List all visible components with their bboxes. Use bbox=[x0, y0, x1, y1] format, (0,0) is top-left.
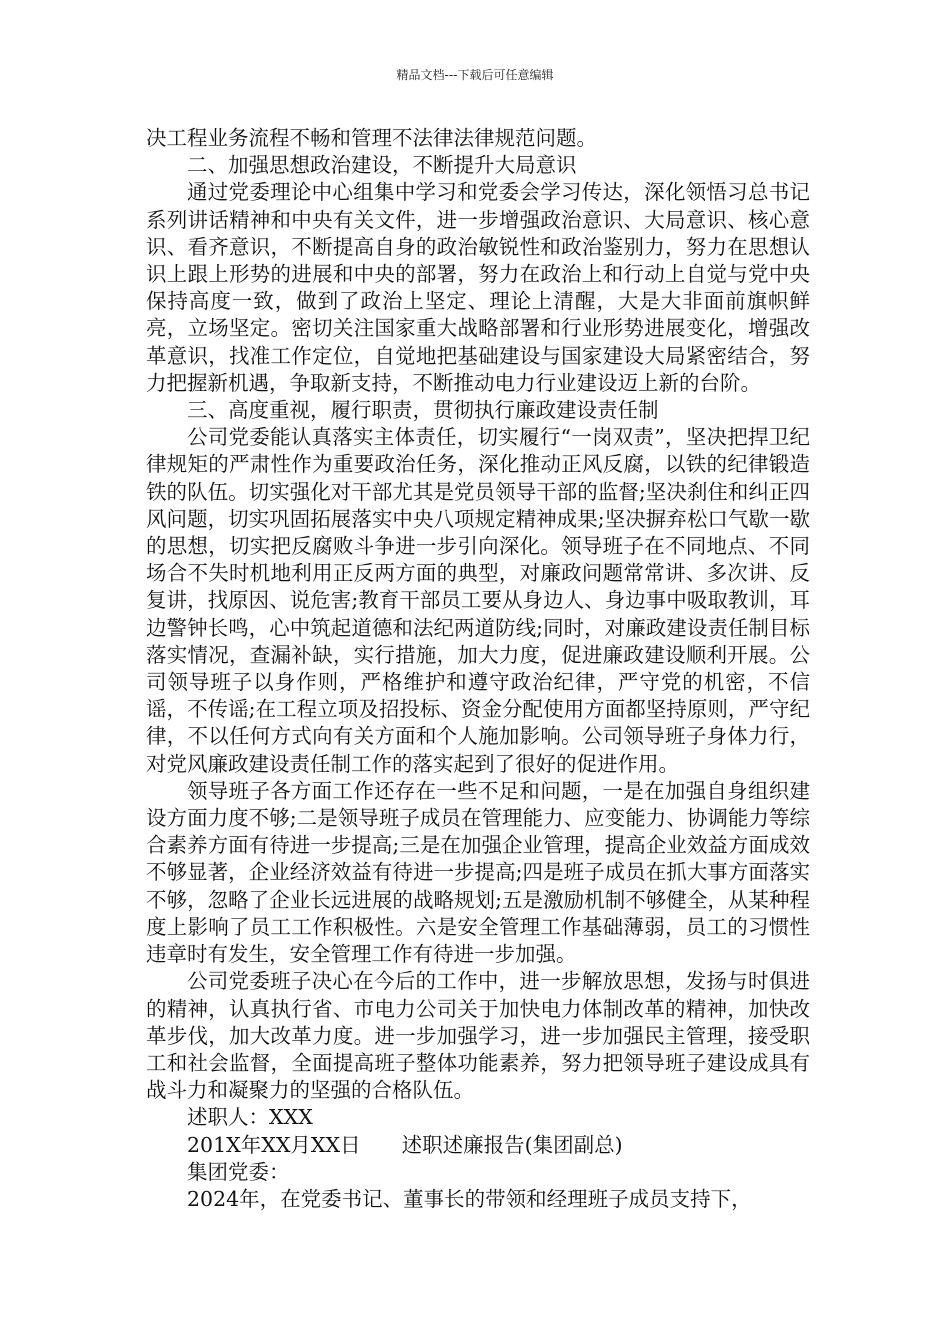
paragraph: 二、加强思想政治建设，不断提升大局意识 bbox=[187, 153, 577, 178]
paragraph: 2024年，在党委书记、董事长的带领和经理班子成员支持下， bbox=[187, 1186, 752, 1211]
paragraph: 通过党委理论中心组集中学习和党委会学习传达，深化领悟习总书记系列讲话精神和中央有关文件，进一步增强政治意识、大局意识、核心意识、看齐意识，不断提高自身的政治敏锐性和政治鉴别力，努力在思想认识上跟上形势的进展和中央的部署，努力在政治上和行动上自觉与党中央保持高度一致，做到了政治上坚定、理论上清醒，大是大非面前旗帜鲜亮，立场坚定。密切关注国家重大战略部署和行业形势进展变化，增强改革意识，找准工作定位，自觉地把基础建设与国家建设大局紧密结合，努力把握新机遇，争取新支持，不断推动电力行业建设迈上新的台阶。 bbox=[146, 180, 810, 395]
paragraph: 决工程业务流程不畅和管理不法律法律规范问题。 bbox=[146, 126, 597, 150]
page-header: 精品文档---下载后可任意编辑 bbox=[396, 68, 554, 82]
paragraph: 集团党委： bbox=[187, 1159, 290, 1184]
paragraph: 公司党委能认真落实主体责任，切实履行“一岗双责”，坚决把捍卫纪律规矩的严肃性作为重要政治任务，深化推动正风反腐，以铁的纪律锻造铁的队伍。切实强化对干部尤其是党员领导干部的监督;坚决刹住和纠正四风问题，切实巩固拓展落实中央八项规定精神成果;坚决摒弃松口气歇一歇的思想，切实把反腐败斗争进一步引向深化。领导班子在不同地点、不同场合不失时机地利用正反两方面的典型，对廉政问题常常讲、多次讲、反复讲，找原因、说危害;教育干部员工要从身边人、身边事中吸取教训，耳边警钟长鸣，心中筑起道德和法纪两道防线;同时，对廉政建设责任制目标落实情况，查漏补缺，实行措施，加大力度，促进廉政建设顺利开展。公司领导班子以身作则，严格维护和遵守政治纪律，严守党的机密，不信谣，不传谣;在工程立项及招投标、资金分配使用方面都坚持原则，严守纪律，不以任何方式向有关方面和个人施加影响。公司领导班子身体力行，对党风廉政建设责任制工作的落实起到了很好的促进作用。 bbox=[146, 425, 810, 776]
paragraph: 领导班子各方面工作还存在一些不足和问题，一是在加强自身组织建设方面力度不够;二是领导班子成员在管理能力、应变能力、协调能力等综合素养方面有待进一步提高;三是在加强企业管理，提高企业效益方面成效不够显著，企业经济效益有待进一步提高;四是班子成员在抓大事方面落实不够，忽略了企业长远进展的战略规划;五是激励机制不够健全，从某种程度上影响了员工工作积极性。六是安全管理工作基础薄弱，员工的习惯性违章时有发生，安全管理工作有待进一步加强。 bbox=[146, 778, 810, 967]
document-body bbox=[146, 125, 810, 1213]
paragraph: 三、高度重视，履行职责，贯彻执行廉政建设责任制 bbox=[187, 398, 659, 423]
paragraph: 述职人：XXX bbox=[187, 1105, 313, 1130]
paragraph: 201X年XX月XX日 述职述廉报告(集团副总) bbox=[187, 1132, 623, 1157]
paragraph: 公司党委班子决心在今后的工作中，进一步解放思想，发扬与时俱进的精神，认真执行省、市电力公司关于加快电力体制改革的精神，加快改革步伐，加大改革力度。进一步加强学习，进一步加强民主管理，接受职工和社会监督，全面提高班子整体功能素养，努力把领导班子建设成具有战斗力和凝聚力的坚强的合格队伍。 bbox=[146, 969, 810, 1103]
